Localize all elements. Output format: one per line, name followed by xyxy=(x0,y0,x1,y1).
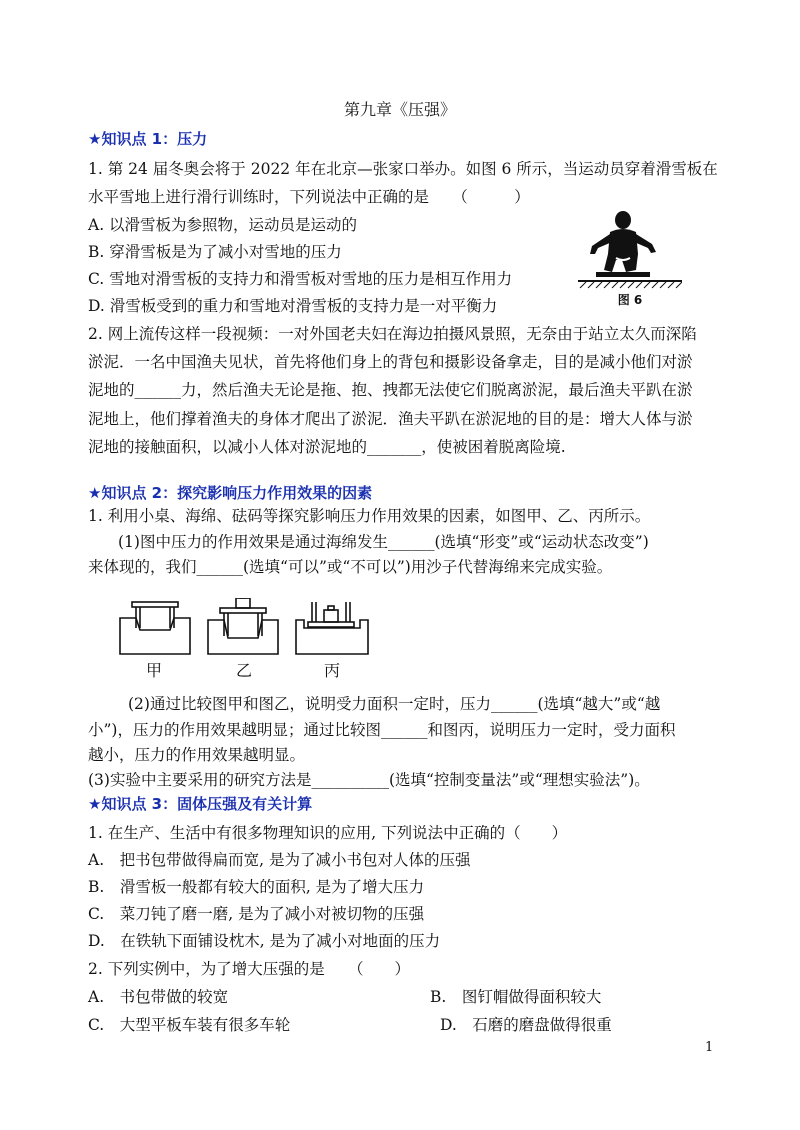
s3-q1-stem: 1. 在生产、生活中有很多物理知识的应用, 下列说法中正确的（ ） xyxy=(88,824,568,842)
s3-q1-option-c: C. 菜刀钝了磨一磨, 是为了减小对被切物的压强 xyxy=(88,905,425,923)
page-title: 第九章《压强》 xyxy=(343,100,456,119)
figure-label-yi: 乙 xyxy=(236,661,253,680)
page-number: 1 xyxy=(705,1040,714,1055)
s3-q1-option-a: A. 把书包带做得扁而宽, 是为了减小书包对人体的压强 xyxy=(88,851,471,869)
s3-q2-stem: 2. 下列实例中，为了增大压强的是 （ ） xyxy=(88,960,410,978)
q2-line3: 泥地的______力，然后渔夫无论是拖、抱、拽都无法使它们脱离淤泥，最后渔夫平趴在淤 xyxy=(88,381,693,399)
s3-q1-option-d: D. 在铁轨下面铺设枕木, 是为了减小对地面的压力 xyxy=(88,932,441,950)
q2-line2: 淤泥．一名中国渔夫见状，首先将他们身上的背包和摄影设备拿走，目的是减小他们对淤 xyxy=(88,353,693,371)
q1-option-d: D. 滑雪板受到的重力和雪地对滑雪板的支持力是一对平衡力 xyxy=(88,297,498,315)
s2-q1-part3: (3)实验中主要采用的研究方法是__________(选填“控制变量法”或“理想实验法”)。 xyxy=(88,771,650,789)
s3-q2-option-a: A. 书包带做的较宽 xyxy=(88,988,229,1006)
s3-q2-option-c: C. 大型平板车装有很多车轮 xyxy=(88,1016,291,1034)
figure6-label: 图 6 xyxy=(617,293,643,307)
figure-label-jia: 甲 xyxy=(146,661,163,680)
s2-q1-stem: 1. 利用小桌、海绵、砝码等探究影响压力作用效果的因素，如图甲、乙、丙所示。 xyxy=(88,507,651,525)
s2-q1-part2-line3: 越小，压力的作用效果越明显。 xyxy=(88,746,306,764)
q1-stem-line2: 水平雪地上进行滑行训练时，下列说法中正确的是 （ ） xyxy=(88,188,530,206)
q2-line4: 泥地上，他们撑着渔夫的身体才爬出了淤泥．渔夫平趴在淤泥地的目的是：增大人体与淤 xyxy=(88,410,693,428)
s2-q1-part1-line2: 来体现的，我们______(选填“可以”或“不可以”)用沙子代替海绵来完成实验。 xyxy=(88,558,613,576)
q2-line5: 泥地的接触面积，以减小人体对淤泥地的_______，使被困着脱离险境. xyxy=(88,438,566,456)
s2-q1-part2-line2: 小”)，压力的作用效果越明显；通过比较图______和图丙，说明压力一定时，受力面积 xyxy=(88,721,676,739)
s2-q1-part1-line1: (1)图中压力的作用效果是通过海绵发生______(选填“形变”或“运动状态改变”) xyxy=(118,533,649,551)
snowboarder-figure xyxy=(578,210,682,308)
q2-line1: 2. 网上流传这样一段视频：一对外国老夫妇在海边拍摄风景照，无奈由于站立太久而深陷 xyxy=(88,325,697,343)
section-heading-3: ★知识点 3：固体压强及有关计算 xyxy=(88,795,313,813)
section-heading-1: ★知识点 1：压力 xyxy=(88,130,208,148)
section-heading-2: ★知识点 2：探究影响压力作用效果的因素 xyxy=(88,484,373,502)
s3-q1-option-b: B. 滑雪板一般都有较大的面积, 是为了增大压力 xyxy=(88,878,425,896)
q1-option-c: C. 雪地对滑雪板的支持力和滑雪板对雪地的压力是相互作用力 xyxy=(88,270,513,288)
q1-stem-line1: 1. 第 24 届冬奥会将于 2022 年在北京—张家口举办。如图 6 所示，当运动员穿着滑雪板在 xyxy=(88,160,718,178)
s2-q1-part2-line1: (2)通过比较图甲和图乙，说明受力面积一定时，压力______(选填“越大”或“越 xyxy=(128,695,661,713)
figure-label-bing: 丙 xyxy=(324,661,341,680)
s3-q2-option-b: B. 图钉帽做得面积较大 xyxy=(430,988,602,1006)
q1-option-b: B. 穿滑雪板是为了减小对雪地的压力 xyxy=(88,243,342,261)
q1-option-a: A. 以滑雪板为参照物，运动员是运动的 xyxy=(88,216,358,234)
s3-q2-option-d: D. 石磨的磨盘做得很重 xyxy=(440,1016,612,1034)
